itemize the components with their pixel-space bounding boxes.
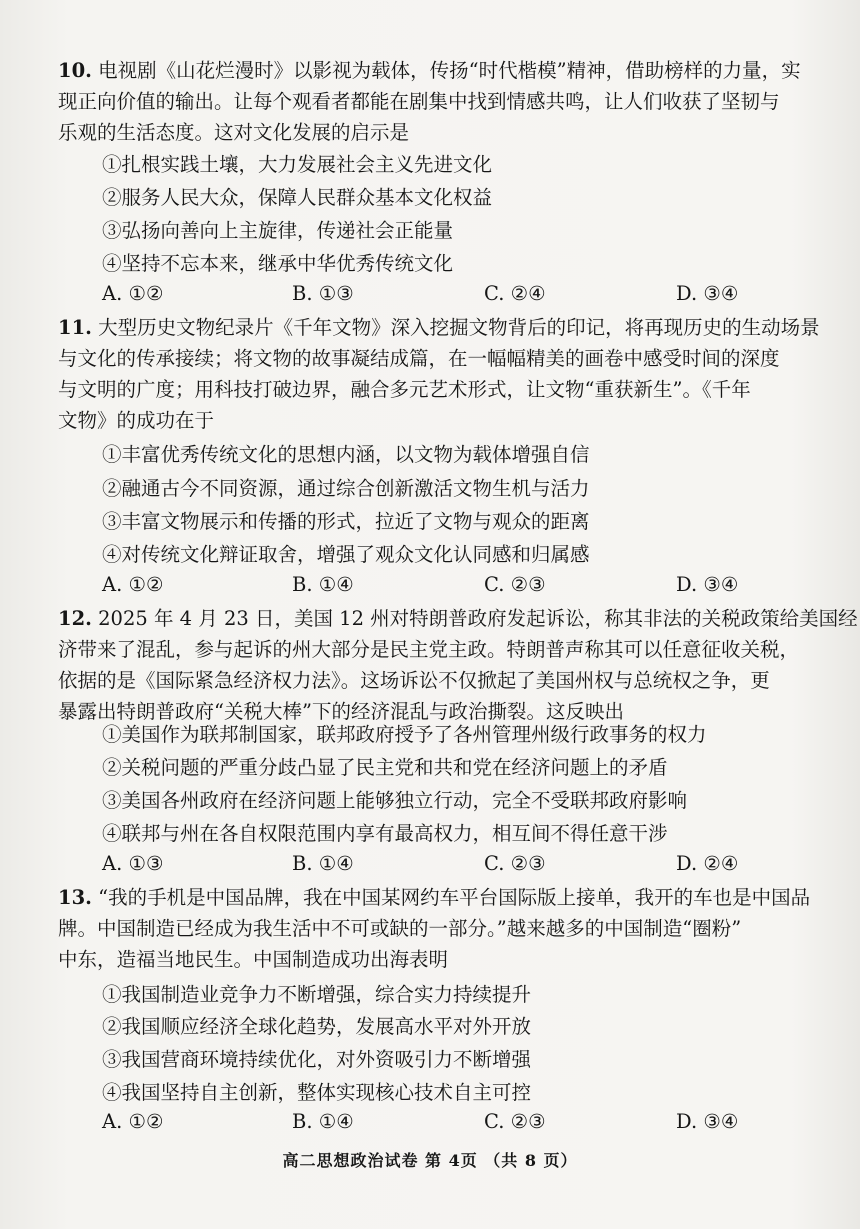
question-number: 13. [58,886,92,909]
choice-c[interactable]: C. ②③ [484,852,546,875]
choice-d[interactable]: D. ③④ [676,573,739,596]
question-stem [58,603,858,727]
option-3: ③丰富文物展示和传播的形式，拉近了文物与观众的距离 [102,510,590,533]
option-3: ③我国营商环境持续优化，对外资吸引力不断增强 [102,1048,532,1071]
stem-line: 与文化的传承接续；将文物的故事凝结成篇，在一幅幅精美的画卷中感受时间的深度 [58,347,780,370]
choice-d[interactable]: D. ③④ [676,1110,739,1133]
option-1: ①丰富优秀传统文化的思想内涵，以文物为载体增强自信 [102,443,590,466]
stem-line: 10. 电视剧《山花烂漫时》以影视为载体，传扬“时代楷模”精神，借助榜样的力量，实 [58,59,801,82]
answer-choices [102,1110,782,1140]
option-2: ②关税问题的严重分歧凸显了民主党和共和党在经济问题上的矛盾 [102,756,668,779]
question-stem [58,55,818,148]
choice-b[interactable]: B. ①④ [292,573,354,596]
stem-line: 依据的是《国际紧急经济权力法》。这场诉讼不仅掀起了美国州权与总统权之争，更 [58,669,770,692]
stem-line: 12. 2025 年 4 月 23 日，美国 12 州对特朗普政府发起诉讼，称其非法的关税政策给美国经 [58,607,858,630]
option-4: ④对传统文化辩证取舍，增强了观众文化认同感和归属感 [102,543,590,566]
choice-d[interactable]: D. ③④ [676,282,739,305]
choice-c[interactable]: C. ②③ [484,573,546,596]
option-1: ①美国作为联邦制国家，联邦政府授予了各州管理州级行政事务的权力 [102,723,707,746]
choice-c[interactable]: C. ②④ [484,282,546,305]
stem-line: 暴露出特朗普政府“关税大棒”下的经济混乱与政治撕裂。这反映出 [58,700,624,723]
option-4: ④坚持不忘本来，继承中华优秀传统文化 [102,252,454,275]
choice-b[interactable]: B. ①④ [292,852,354,875]
option-1: ①我国制造业竞争力不断增强，综合实力持续提升 [102,983,532,1006]
choice-a[interactable]: A. ①③ [102,852,164,875]
option-3: ③美国各州政府在经济问题上能够独立行动，完全不受联邦政府影响 [102,789,688,812]
option-2: ②融通古今不同资源，通过综合创新激活文物生机与活力 [102,477,590,500]
page-footer: 高二思想政治试卷 第 4页 （共 8 页） [282,1151,578,1170]
stem-line: 与文明的广度；用科技打破边界，融合多元艺术形式，让文物“重获新生”。《千年 [58,378,751,401]
stem-line: 中东，造福当地民生。中国制造成功出海表明 [58,948,449,971]
question-stem [58,882,818,975]
question-number: 10. [58,59,92,82]
choice-a[interactable]: A. ①② [102,282,164,305]
choice-c[interactable]: C. ②③ [484,1110,546,1133]
question-stem [58,312,818,436]
option-4: ④联邦与州在各自权限范围内享有最高权力，相互间不得任意干涉 [102,822,668,845]
choice-b[interactable]: B. ①③ [292,282,354,305]
stem-line: 文物》的成功在于 [58,409,215,432]
choice-a[interactable]: A. ①② [102,1110,164,1133]
option-4: ④我国坚持自主创新，整体实现核心技术自主可控 [102,1081,532,1104]
stem-line: 13. “我的手机是中国品牌，我在中国某网约车平台国际版上接单，我开的车也是中国品 [58,886,811,909]
option-3: ③弘扬向善向上主旋律，传递社会正能量 [102,219,454,242]
answer-choices [102,573,782,603]
stem-line: 牌。中国制造已经成为我生活中不可或缺的一部分。”越来越多的中国制造“圈粉” [58,917,742,940]
question-number: 11. [58,316,92,339]
option-1: ①扎根实践土壤，大力发展社会主义先进文化 [102,153,493,176]
choice-b[interactable]: B. ①④ [292,1110,354,1133]
option-2: ②服务人民大众，保障人民群众基本文化权益 [102,186,493,209]
answer-choices [102,282,782,312]
stem-line: 11. 大型历史文物纪录片《千年文物》深入挖掘文物背后的印记，将再现历史的生动场景 [58,316,820,339]
option-2: ②我国顺应经济全球化趋势，发展高水平对外开放 [102,1015,532,1038]
question-number: 12. [58,607,92,630]
choice-d[interactable]: D. ②④ [676,852,739,875]
stem-line: 现正向价值的输出。让每个观看者都能在剧集中找到情感共鸣，让人们收获了坚韧与 [58,90,780,113]
answer-choices [102,852,782,882]
stem-line: 济带来了混乱，参与起诉的州大部分是民主党主政。特朗普声称其可以任意征收关税， [58,638,800,661]
stem-line: 乐观的生活态度。这对文化发展的启示是 [58,121,410,144]
choice-a[interactable]: A. ①② [102,573,164,596]
